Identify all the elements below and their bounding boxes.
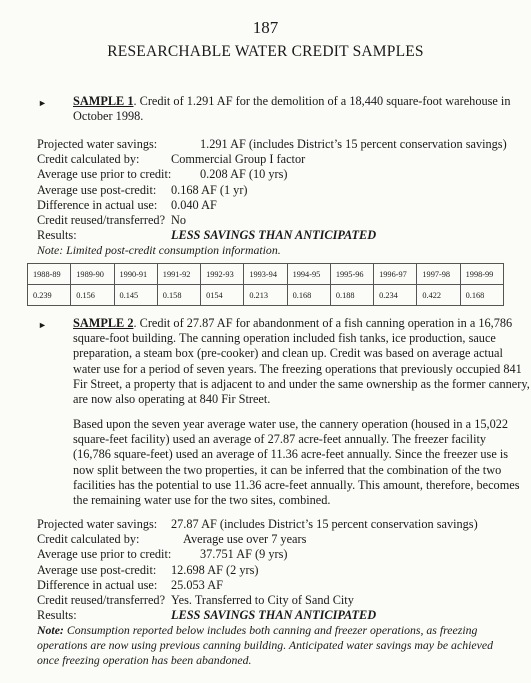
detail-label: Projected water savings:: [37, 137, 158, 151]
table-cell-value: 0.234: [374, 285, 417, 306]
detail-value: 0.168 AF (1 yr): [171, 182, 248, 197]
page-title: RESEARCHABLE WATER CREDIT SAMPLES: [107, 43, 424, 60]
table-row: [28, 264, 504, 285]
detail-label: Average use prior to credit:: [37, 547, 172, 562]
detail-value: 25.053 AF: [171, 577, 223, 592]
results-value: LESS SAVINGS THAN ANTICIPATED: [171, 608, 377, 623]
table-cell-year: 1990-91: [114, 264, 157, 285]
table-cell-year: 1989-90: [71, 264, 114, 285]
paragraph-line: the remaining water use for the two sites, combined.: [73, 493, 331, 508]
paragraph-line: (16,786 square-feet) used an average of 11.36 acre-feet annually. Since the freezer use is: [73, 447, 509, 462]
sample2-analysis: [73, 417, 518, 508]
results-value: LESS SAVINGS THAN ANTICIPATED: [171, 228, 377, 243]
bullet-icon: ►: [38, 98, 47, 108]
detail-label: Credit reused/transferred?: [37, 593, 166, 608]
paragraph-line: Fir Street, a property that is adjacent to and under the same ownership as the former cannery,: [73, 376, 530, 391]
detail-label: Average use post-credit:: [37, 562, 157, 577]
paragraph-line: Based upon the seven year average water use, the cannery operation (housed in a 15,022: [73, 417, 509, 431]
table-cell-value: 0.188: [330, 285, 373, 306]
table-cell-year: 1992-93: [201, 264, 244, 285]
table-cell-year: 1997-98: [417, 264, 460, 285]
usage-table: [27, 263, 504, 306]
detail-value: Commercial Group I factor: [171, 152, 306, 167]
detail-label: Average use post-credit:: [37, 182, 157, 197]
table-cell-value: 0.158: [157, 285, 200, 306]
sample2-intro: [73, 316, 530, 407]
sample1-details: [37, 137, 507, 243]
detail-value: 27.87 AF (includes District’s 15 percent conservation savings): [171, 517, 478, 531]
detail-value: Average use over 7 years: [183, 532, 307, 547]
table-cell-value: 0.168: [287, 285, 330, 306]
sample2-details: [37, 517, 478, 623]
note-line: operations are now using previous canning building. Anticipated water savings may be achieved: [37, 638, 493, 652]
detail-label: Difference in actual use:: [37, 577, 158, 592]
table-cell-year: 1994-95: [287, 264, 330, 285]
detail-label: Projected water savings:: [37, 517, 158, 531]
detail-value: 0.040 AF: [171, 197, 217, 212]
paragraph-line: facilities has the potential to use 11.36 acre-feet annually. This amount, therefore, becomes: [73, 477, 520, 492]
paragraph-line: water use for a period of seven years. The freezing operations that previously occupied 841: [73, 361, 522, 376]
sample2-label: SAMPLE 2: [73, 316, 134, 330]
sample1-intro-line1: . Credit of 1.291 AF for the demolition of a 18,440 square-foot warehouse in: [133, 94, 511, 108]
sample1-note: Note: Limited post-credit consumption information.: [37, 243, 281, 257]
detail-value: 1.291 AF (includes District’s 15 percent conservation savings): [200, 137, 507, 151]
note-line: Consumption reported below includes both canning and freezer operations, as freezing: [63, 623, 478, 637]
sample1-intro: [73, 94, 513, 124]
note-line: once freezing operation has been abandoned.: [37, 653, 252, 667]
detail-label: Credit calculated by:: [37, 152, 140, 167]
table-cell-year: 1998-99: [460, 264, 503, 285]
note-label: Note:: [37, 623, 64, 637]
detail-value: 0.208 AF (10 yrs): [200, 167, 288, 182]
detail-label: Credit calculated by:: [37, 532, 140, 547]
detail-label: Results:: [37, 608, 77, 623]
table-cell-year: 1995-96: [330, 264, 373, 285]
table-row: [28, 285, 504, 306]
paragraph-line: square-feet facility) used an average of 27.87 acre-feet annually. The freezer facility: [73, 432, 487, 447]
table-cell-value: 0.168: [460, 285, 503, 306]
detail-value: 12.698 AF (2 yrs): [171, 562, 259, 577]
table-cell-year: 1991-92: [157, 264, 200, 285]
table-cell-year: 1993-94: [244, 264, 287, 285]
table-cell-value: 0.156: [71, 285, 114, 306]
table-cell-year: 1996-97: [374, 264, 417, 285]
table-cell-value: 0.239: [28, 285, 71, 306]
table-cell-value: 0.145: [114, 285, 157, 306]
paragraph-line: square-foot building. The canning operation included fish tanks, ice production, sauce: [73, 331, 496, 346]
detail-value: 37.751 AF (9 yrs): [200, 547, 288, 562]
detail-label: Credit reused/transferred?: [37, 213, 166, 228]
sample1-label: SAMPLE 1: [73, 94, 134, 108]
paragraph-line: . Credit of 27.87 AF for abandonment of a fish canning operation in a 16,786: [133, 316, 513, 330]
table-cell-value: 0.422: [417, 285, 460, 306]
table-cell-value: 0.213: [244, 285, 287, 306]
paragraph-line: now split between the two properties, it can be inferred that the combination of the two: [73, 462, 502, 477]
sample2-note: [37, 623, 517, 668]
detail-label: Difference in actual use:: [37, 197, 158, 212]
table-cell-year: 1988-89: [28, 264, 71, 285]
detail-label: Average use prior to credit:: [37, 167, 172, 182]
detail-value: No: [171, 213, 187, 228]
detail-value: Yes. Transferred to City of Sand City: [171, 593, 354, 608]
sample1-intro-line2: October 1998.: [73, 109, 144, 124]
page-number: 187: [252, 18, 279, 37]
detail-label: Results:: [37, 228, 77, 243]
paragraph-line: preparation, a steam box (pre-cooker) and clean up. Credit was based on average actual: [73, 346, 503, 361]
bullet-icon: ►: [38, 320, 47, 330]
table-cell-value: 0154: [201, 285, 244, 306]
paragraph-line: are now also operating at 840 Fir Street.: [73, 392, 271, 407]
